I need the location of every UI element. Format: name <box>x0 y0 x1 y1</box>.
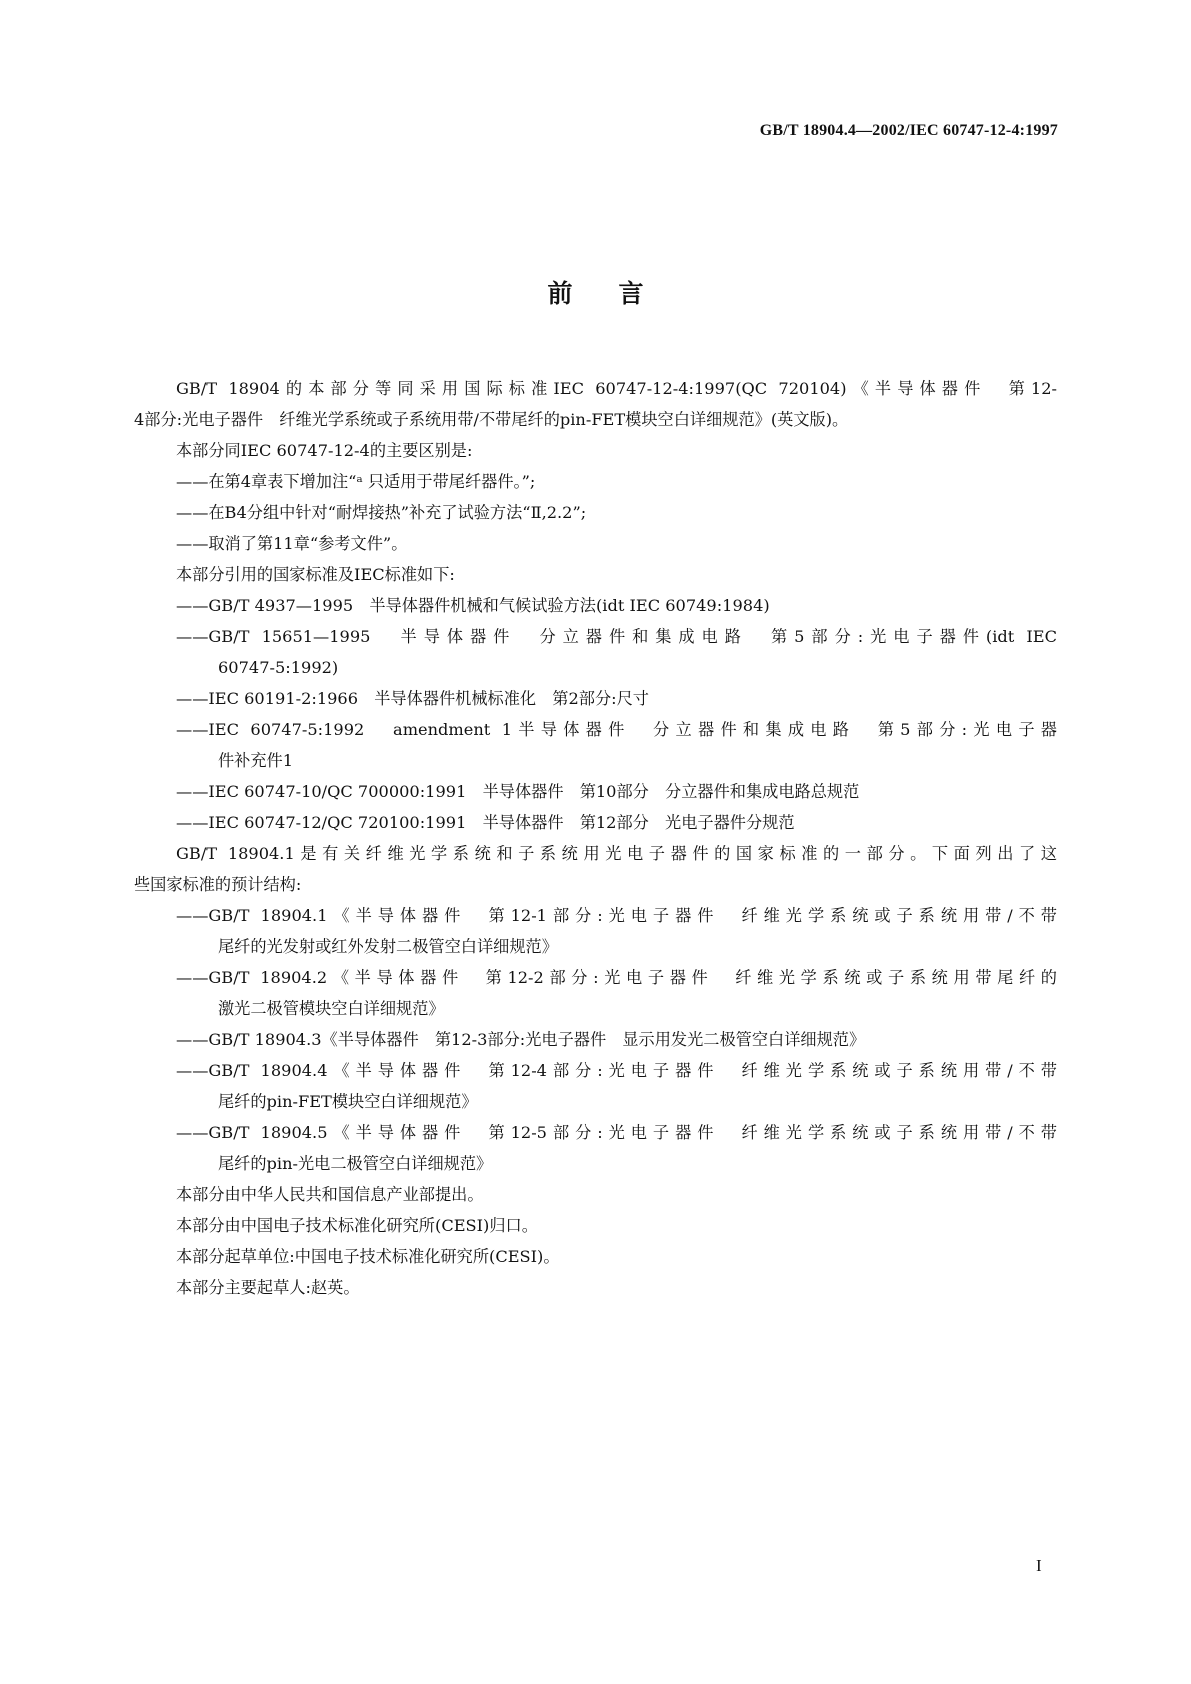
list-item: ——GB/T 18904.5《半导体器件 第12-5部分:光电子器件 纤维光学系统或子系统用带/不带 <box>176 1123 1057 1142</box>
list-item-continuation: 尾纤的光发射或红外发射二极管空白详细规范》 <box>218 937 558 956</box>
list-item: ——GB/T 4937—1995 半导体器件机械和气候试验方法(idt IEC 60749:1984) <box>176 596 770 615</box>
page-title: 前言 <box>547 279 690 308</box>
list-item: ——在第4章表下增加注“ᵃ 只适用于带尾纤器件。”; <box>176 472 536 491</box>
list-item-continuation: 60747-5:1992) <box>218 658 339 677</box>
standard-code-header: GB/T 18904.4—2002/IEC 60747-12-4:1997 <box>759 122 1058 139</box>
list-item: ——GB/T 18904.1《半导体器件 第12-1部分:光电子器件 纤维光学系统或子系统用带/不带 <box>176 906 1057 925</box>
list-item: ——GB/T 18904.2《半导体器件 第12-2部分:光电子器件 纤维光学系统或子系统用带尾纤的 <box>176 968 1057 987</box>
paragraph-line: 本部分由中国电子技术标准化研究所(CESI)归口。 <box>176 1216 538 1235</box>
paragraph-line: 本部分同IEC 60747-12-4的主要区别是: <box>176 441 473 460</box>
list-item: ——GB/T 18904.4《半导体器件 第12-4部分:光电子器件 纤维光学系统或子系统用带/不带 <box>176 1061 1057 1080</box>
paragraph-line: 本部分起草单位:中国电子技术标准化研究所(CESI)。 <box>176 1247 560 1266</box>
list-item: ——GB/T 15651—1995 半导体器件 分立器件和集成电路 第5部分:光电子器件(idt IEC <box>176 627 1057 646</box>
list-item: ——GB/T 18904.3《半导体器件 第12-3部分:光电子器件 显示用发光二极管空白详细规范》 <box>176 1030 866 1049</box>
paragraph-line: GB/T 18904.1是有关纤维光学系统和子系统用光电子器件的国家标准的一部分。下面列出了这 <box>176 844 1057 863</box>
paragraph-line: 本部分由中华人民共和国信息产业部提出。 <box>176 1185 484 1204</box>
paragraph-line: 本部分引用的国家标准及IEC标准如下: <box>176 565 455 584</box>
list-item-continuation: 件补充件1 <box>218 751 294 770</box>
list-item: ——IEC 60747-10/QC 700000:1991 半导体器件 第10部分 分立器件和集成电路总规范 <box>176 782 860 801</box>
paragraph-line: 本部分主要起草人:赵英。 <box>176 1278 360 1297</box>
foreword-body <box>134 373 1057 1303</box>
list-item: ——IEC 60191-2:1966 半导体器件机械标准化 第2部分:尺寸 <box>176 689 649 708</box>
page-number: I <box>1036 1556 1042 1575</box>
paragraph-line: 些国家标准的预计结构: <box>134 875 302 894</box>
list-item: ——在B4分组中针对“耐焊接热”补充了试验方法“Ⅱ,2.2”; <box>176 503 587 522</box>
list-item-continuation: 激光二极管模块空白详细规范》 <box>218 999 445 1018</box>
list-item-continuation: 尾纤的pin-光电二极管空白详细规范》 <box>218 1154 493 1173</box>
paragraph-line: GB/T 18904的本部分等同采用国际标准IEC 60747-12-4:1997(QC 720104)《半导体器件 第12- <box>176 379 1057 398</box>
list-item: ——取消了第11章“参考文件”。 <box>176 534 408 553</box>
paragraph-line: 4部分:光电子器件 纤维光学系统或子系统用带/不带尾纤的pin-FET模块空白详细规范》(英文版)。 <box>134 410 849 429</box>
list-item: ——IEC 60747-5:1992 amendment 1半导体器件 分立器件和集成电路 第5部分:光电子器 <box>176 720 1057 739</box>
list-item-continuation: 尾纤的pin-FET模块空白详细规范》 <box>218 1092 478 1111</box>
list-item: ——IEC 60747-12/QC 720100:1991 半导体器件 第12部分 光电子器件分规范 <box>176 813 795 832</box>
